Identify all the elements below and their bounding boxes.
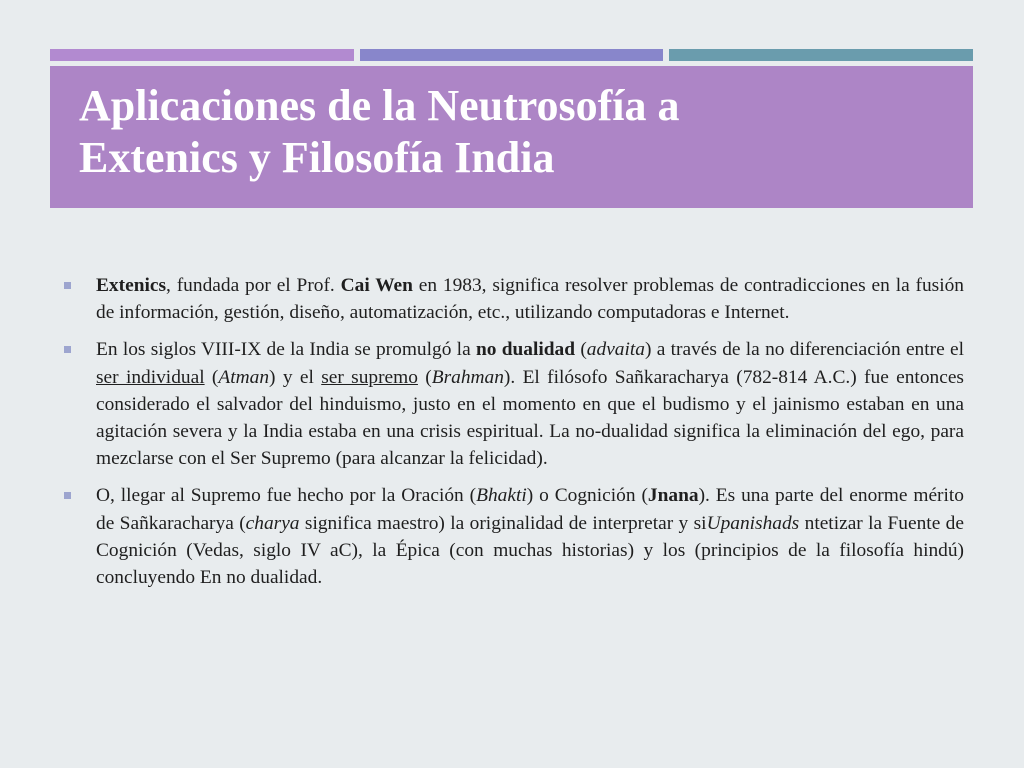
square-bullet-icon bbox=[64, 282, 71, 289]
bullet-item-india bbox=[62, 336, 964, 472]
bullet-item-supremo bbox=[62, 482, 964, 591]
square-bullet-icon bbox=[64, 346, 71, 353]
accent-bar-blue bbox=[360, 49, 663, 61]
bullet-text: O, llegar al Supremo fue hecho por la Oración (Bhakti) o Cognición (Jnana). Es una parte del enorme mérito de Sañkaracharya (charya significa maestro) la originalidad de interpretar y siUpanishads ntetizar la Fuente de Cognición (Vedas, siglo IV aC), la Épica (con muchas historias) y los (principios de la filosofía hindú) concluyendo En no dualidad. bbox=[96, 485, 964, 589]
slide-title-line-1: Aplicaciones de la Neutrosofía a bbox=[79, 81, 680, 130]
term-bhakti: Bhakti bbox=[476, 485, 527, 507]
term-charya: charya bbox=[245, 512, 300, 534]
term-extenics: Extenics bbox=[96, 275, 167, 296]
term-upanishads: Upanishads bbox=[706, 512, 800, 534]
accent-bar-teal bbox=[669, 49, 973, 61]
bullet-text: Extenics, fundada por el Prof. Cai Wen en 1983, significa resolver problemas de contradicciones en la fusión de información, gestión, diseño, automatización, etc., utilizando computadoras e Internet. bbox=[96, 275, 965, 324]
term-jnana: Jnana bbox=[647, 485, 699, 507]
term-brahman: Brahman bbox=[431, 366, 504, 388]
bullet-text: En los siglos VIII-IX de la India se promulgó la no dualidad (advaita) a través de la no diferenciación entre el ser individual (Atman) y el ser supremo (Brahman). El filósofo Sañkaracharya (782-814 A.C.) fue entonces considerado el salvador del hinduismo, justo en el momento en que el budismo y el jainismo estaban en una agitación severa y la India estaba en una crisis espiritual. La no-dualidad significa la eliminación del ego, para mezclarse con el Ser Supremo (para alcanzar la felicidad). bbox=[96, 339, 964, 470]
term-ser-supremo: ser supremo bbox=[321, 366, 418, 388]
square-bullet-icon bbox=[64, 492, 71, 499]
term-atman: Atman bbox=[218, 366, 270, 388]
term-no-dualidad: no dualidad bbox=[475, 339, 576, 361]
slide-title-line-2: Extenics y Filosofía India bbox=[79, 133, 555, 182]
name-cai-wen: Cai Wen bbox=[340, 275, 413, 296]
title-band bbox=[50, 66, 973, 208]
accent-bar-violet bbox=[50, 49, 354, 61]
term-ser-individual: ser individual bbox=[96, 366, 205, 388]
term-advaita: advaita bbox=[586, 339, 645, 361]
slide-content bbox=[62, 272, 964, 601]
bullet-item-extenics bbox=[62, 272, 964, 326]
